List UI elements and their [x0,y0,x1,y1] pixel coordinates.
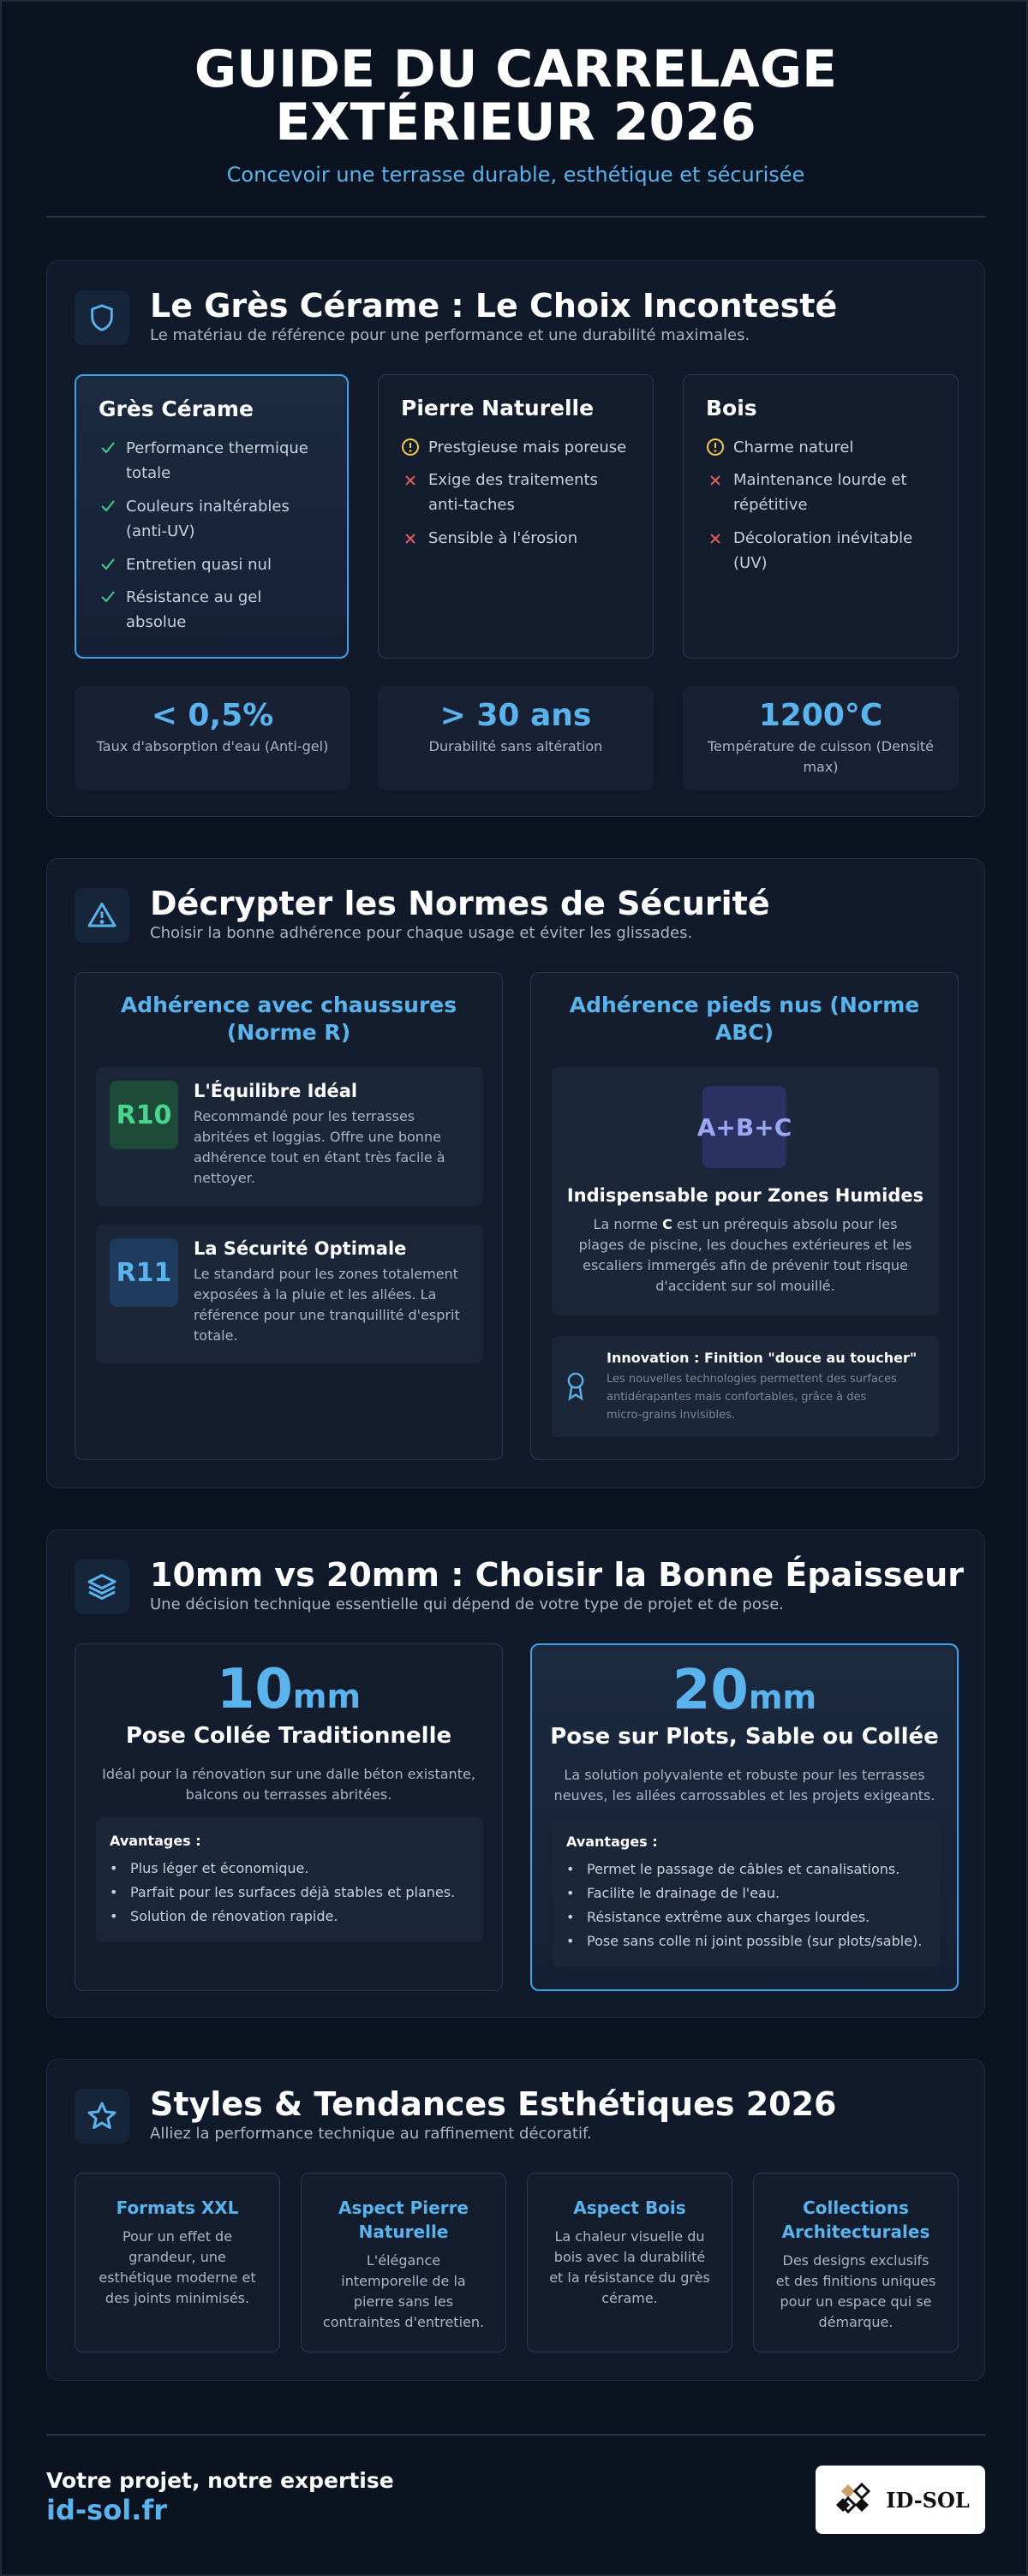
desc-line: balcons ou terrasses abritées. [185,1786,392,1803]
r11-badge: R11 [110,1238,178,1307]
abc-desc-line: d'accident sur sol mouillé. [655,1278,835,1294]
feature-item [706,435,935,460]
section-materials [46,260,985,817]
thickness-20-value [532,1659,957,1722]
style-line: démarque. [818,2314,894,2330]
card-10mm-description [96,1764,481,1805]
style-description [771,2251,941,2333]
style-line: pour un espace qui se [780,2293,932,2310]
style-line: grandeur, une [128,2249,226,2265]
advantages-box [96,1817,483,1942]
style-line: contraintes d'entretien. [322,2314,485,2330]
advantage-item: • Pose sans colle ni joint possible (sur plots/sable). [566,1933,922,1949]
page-title-line-2: EXTÉRIEUR 2026 [275,92,756,152]
abc-desc-part: La norme [593,1216,663,1232]
card-norme-r [75,972,503,1460]
stat-value: > 30 ans [439,698,592,733]
stat-cuisson [683,686,959,790]
section-safety [46,858,985,1488]
innovation-title: Innovation : Finition "douce au toucher" [607,1350,917,1366]
style-line: intemporelle de la [341,2273,466,2289]
card-title: Grès Cérame [99,397,254,421]
style-card-collections [753,2173,959,2352]
stat-absorption [75,686,350,790]
card-10mm [75,1643,503,1991]
thickness-unit: mm [292,1678,362,1715]
r11-desc-line: exposées à la pluie et les allées. La [194,1286,437,1303]
norme-abc-title-line2: ABC) [714,1020,774,1045]
stat-label: Durabilité sans altération [428,738,603,754]
feature-item [99,585,325,635]
feature-text-cont: répétitive [733,496,808,514]
style-line: La chaleur visuelle du [554,2228,705,2245]
r10-title: L'Équilibre Idéal [194,1081,358,1101]
feature-text-cont: (UV) [733,554,768,572]
feature-item [401,468,631,517]
style-title: Formats XXL [116,2197,239,2218]
style-card-pierre [301,2173,506,2352]
stat-label-cont: max) [803,759,839,775]
footer-tagline: Votre projet, notre expertise [46,2468,394,2493]
style-line: Pour un effet de [122,2228,233,2245]
r11-desc-line: totale. [194,1327,238,1344]
style-description [93,2227,262,2309]
stat-durability [378,686,654,790]
norme-r11-box [96,1225,483,1363]
innovation-line: Les nouvelles technologies permettent des surfaces [607,1373,897,1386]
feature-text-cont: anti-taches [428,496,515,514]
abc-desc-line: escaliers immergés afin de prévenir tout risque [583,1257,908,1273]
advantage-item: • Permet le passage de câbles et canalisations. [566,1861,900,1877]
feature-item [99,552,325,577]
feature-text: Prestgieuse mais poreuse [428,438,627,456]
section-styles-subtitle: Alliez la performance technique au raffinement décoratif. [150,2125,592,2143]
warning-triangle-icon [75,888,129,943]
logo-mark-icon [831,2479,879,2520]
stat-label: Température de cuisson (Densité [707,738,935,754]
layers-icon [75,1559,129,1614]
r10-badge: R10 [110,1081,178,1149]
footer-divider [46,2434,985,2436]
desc-line: Idéal pour la rénovation sur une dalle béton existante, [102,1766,475,1782]
feature-text: Sensible à l'érosion [428,529,578,547]
thickness-number: 10 [216,1658,293,1721]
stat-value: < 0,5% [151,698,274,733]
stat-label: Taux d'absorption d'eau (Anti-gel) [96,738,329,754]
feature-item [706,526,935,575]
norme-r-title [93,992,485,1046]
r10-description [194,1106,468,1189]
r10-desc-line: nettoyer. [194,1170,255,1186]
innovation-description [607,1370,930,1424]
style-description [319,2251,488,2333]
norme-abc-box [552,1067,939,1315]
r11-description [194,1264,468,1346]
advantages-title: Avantages : [566,1834,658,1850]
abc-badge: A+B+C [702,1086,786,1168]
card-title: Bois [706,396,757,420]
advantage-item: • Parfait pour les surfaces déjà stables et planes. [110,1884,455,1900]
warning-circle-icon [706,438,725,456]
advantage-item: • Résistance extrême aux charges lourdes. [566,1909,870,1925]
card-10mm-title: Pose Collée Traditionnelle [125,1723,452,1749]
card-20mm [530,1643,959,1991]
advantage-item: • Facilite le drainage de l'eau. [566,1885,780,1901]
innovation-line: antidérapantes mais confortables, grâce à des [607,1391,867,1404]
feature-text: Entretien quasi nul [126,556,272,574]
feature-item [706,468,935,517]
cross-icon [706,528,725,546]
innovation-box [552,1336,939,1437]
r11-desc-line: référence pour une tranquillité d'esprit [194,1307,460,1323]
style-line: et des finitions uniques [775,2273,936,2289]
abc-desc-part: est un prérequis absolu pour les [672,1216,898,1232]
feature-text: Exige des traitements [428,471,598,489]
feature-text-cont: (anti-UV) [126,522,195,540]
footer-url-link[interactable]: id-sol.fr [46,2494,168,2526]
feature-text: Charme naturel [733,438,854,456]
card-pierre-naturelle [378,374,654,659]
style-line: cérame. [601,2290,658,2306]
desc-line: neuves, les allées carrossables et les projets exigeants. [553,1787,935,1804]
innovation-line: micro-grains invisibles. [607,1409,735,1422]
desc-line: La solution polyvalente et robuste pour les terrasses [564,1767,925,1783]
feature-text-cont: absolue [126,613,187,631]
norme-r-title-line1: Adhérence avec chaussures [120,993,457,1017]
check-icon [99,497,117,514]
style-line: bois avec la durabilité [553,2249,706,2265]
norme-r10-box [96,1067,483,1206]
feature-text: Décoloration inévitable [733,529,913,547]
feature-text: Couleurs inaltérables [126,498,290,516]
style-title [766,2196,946,2244]
thickness-10-value [75,1658,502,1721]
style-title-line: Architecturales [781,2221,930,2242]
style-card-xxl [75,2173,280,2352]
advantage-item: • Solution de rénovation rapide. [110,1908,338,1924]
style-line: pierre sans les [353,2293,454,2310]
brand-logo[interactable] [816,2466,985,2534]
advantage-item: • Plus léger et économique. [110,1860,308,1876]
stat-value: 1200°C [758,698,883,733]
page-title-line-1: GUIDE DU CARRELAGE [194,39,838,99]
section-safety-title: Décrypter les Normes de Sécurité [150,885,770,922]
abc-desc-bold: C [662,1216,672,1232]
style-description [545,2227,714,2309]
style-card-bois [527,2173,732,2352]
logo-text: ID-SOL [886,2487,970,2513]
style-line: esthétique moderne et [99,2269,256,2286]
feature-text-cont: totale [126,464,171,482]
norme-abc-title-line1: Adhérence pieds nus (Norme [569,993,920,1017]
norme-abc-title [548,992,941,1046]
thickness-unit: mm [748,1679,817,1716]
card-20mm-title: Pose sur Plots, Sable ou Collée [550,1724,939,1750]
r10-desc-line: abritées et loggias. Offre une bonne [194,1129,441,1145]
header-divider [46,216,985,218]
section-materials-title: Le Grès Cérame : Le Choix Incontesté [150,287,838,325]
r10-desc-line: adhérence tout en étant très facile à [194,1149,445,1166]
cross-icon [706,470,725,487]
feature-text: Résistance au gel [126,588,262,606]
advantages-title: Avantages : [110,1833,201,1849]
card-bois [683,374,959,659]
section-thickness [46,1530,985,2018]
card-title: Pierre Naturelle [401,396,595,420]
advantages-box [553,1818,940,1967]
feature-item [401,435,631,460]
star-icon [75,2089,129,2144]
thickness-number: 20 [672,1659,749,1722]
style-title [314,2196,493,2244]
check-icon [99,555,117,572]
section-styles [46,2059,985,2381]
style-title-line: Collections [803,2197,909,2218]
cross-icon [401,470,420,487]
cross-icon [401,528,420,546]
section-materials-subtitle: Le matériau de référence pour une performance et une durabilité maximales. [150,326,750,344]
abc-desc-line: plages de piscine, les douches extérieures et les [578,1237,912,1253]
page-subtitle: Concevoir une terrasse durable, esthétique et sécurisée [226,163,805,187]
style-line: et la résistance du grès [549,2269,710,2286]
feature-text: Performance thermique [126,439,308,457]
style-title-line: Naturelle [358,2221,449,2242]
award-icon [564,1370,588,1404]
r11-desc-line: Le standard pour les zones totalement [194,1266,458,1282]
feature-item [99,436,325,486]
style-line: Des designs exclusifs [782,2252,929,2269]
section-thickness-subtitle: Une décision technique essentielle qui dépend de votre type de projet et de pose. [150,1595,785,1613]
style-line: des joints minimisés. [105,2290,250,2306]
abc-zone-description [560,1214,930,1297]
shield-icon [75,290,129,345]
abc-zone-title: Indispensable pour Zones Humides [566,1185,924,1206]
warning-circle-icon [401,438,420,456]
style-title-line: Aspect Pierre [338,2197,469,2218]
r10-desc-line: Recommandé pour les terrasses [194,1108,415,1124]
card-20mm-description [553,1765,936,1806]
section-thickness-title: 10mm vs 20mm : Choisir la Bonne Épaisseur [150,1556,965,1594]
style-line: L'élégance [366,2252,441,2269]
feature-text: Maintenance lourde et [733,471,907,489]
norme-r-title-line2: (Norme R) [226,1020,351,1045]
feature-item [401,526,631,551]
section-safety-subtitle: Choisir la bonne adhérence pour chaque usage et éviter les glissades. [150,924,693,942]
card-gres-cerame [75,374,349,659]
feature-item [99,494,325,544]
r11-title: La Sécurité Optimale [194,1238,407,1259]
check-icon [99,587,117,605]
section-styles-title: Styles & Tendances Esthétiques 2026 [150,2085,837,2123]
card-norme-abc [530,972,959,1460]
check-icon [99,438,117,456]
style-title: Aspect Bois [573,2197,686,2218]
